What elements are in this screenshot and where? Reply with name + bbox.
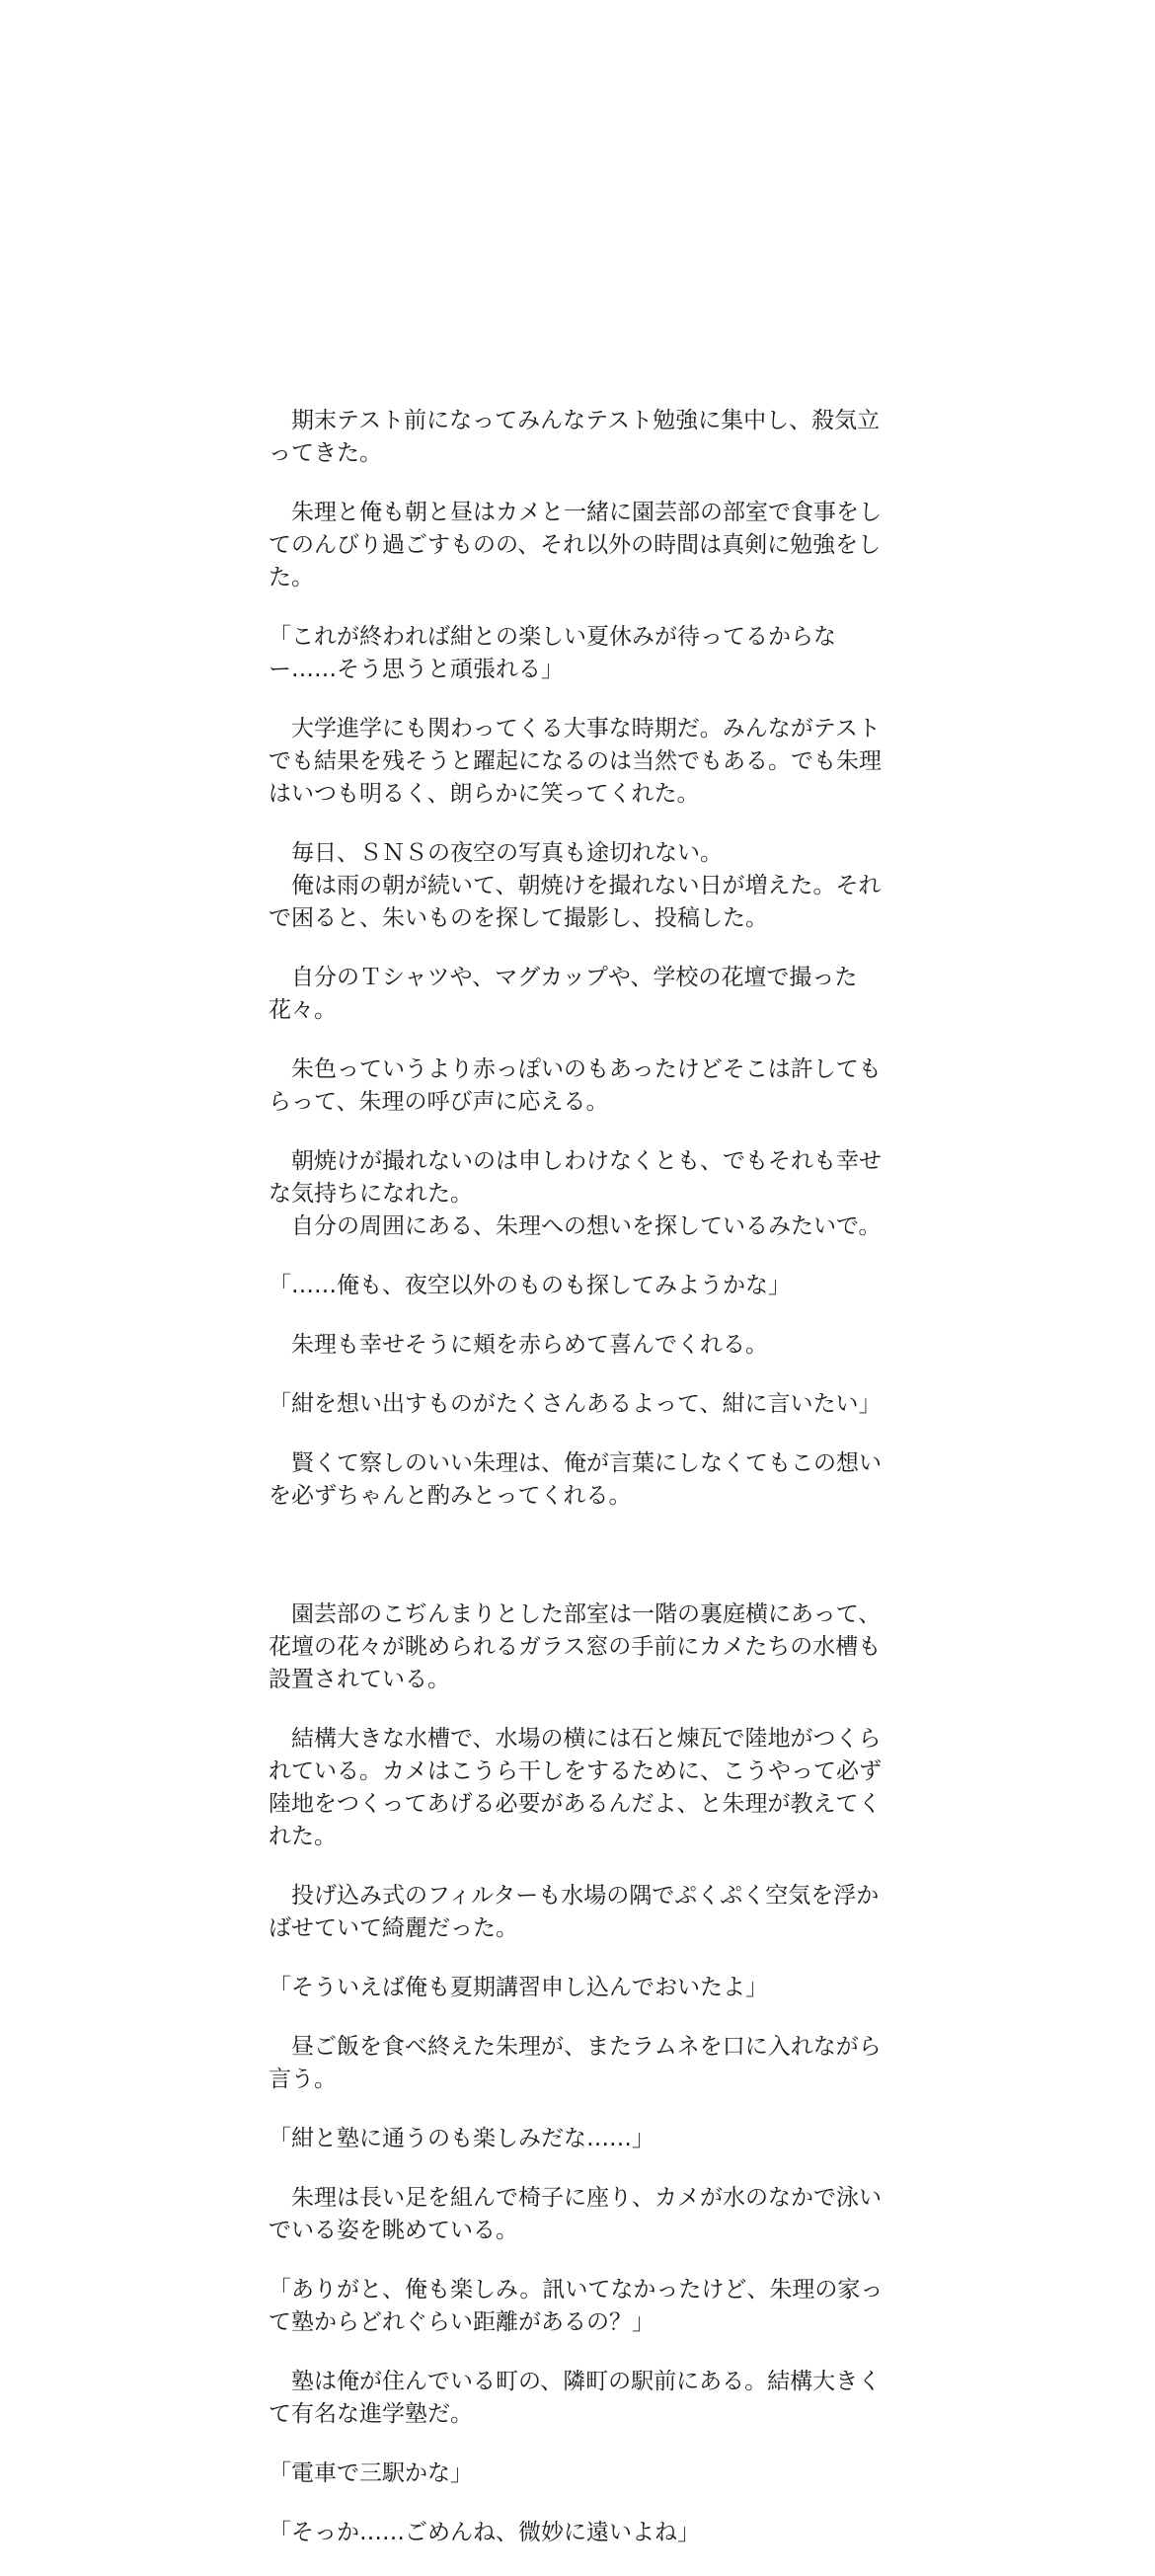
- paragraph: 期末テスト前になってみんなテスト勉強に集中し、殺気立ってきた。: [269, 408, 881, 466]
- dialogue-paragraph: 「ありがと、俺も楽しみ。訊いてなかったけど、朱理の家って塾からどれぐらい距離があるの？」: [269, 2277, 884, 2335]
- reader-text-column: [269, 405, 892, 2576]
- paragraph: 昼ご飯を食べ終えた朱理が、またラムネを口に入れながら言う。: [269, 2034, 882, 2092]
- paragraph: 毎日、ＳＮＳの夜空の写真も途切れない。 俺は雨の朝が続いて、朝焼けを撮れない日が増えた。それで困ると、朱いものを探して撮影し、投稿した。: [269, 840, 882, 931]
- dialogue-paragraph: 「紺を想い出すものがたくさんあるよって、紺に言いたい」: [269, 1391, 882, 1417]
- paragraph: 投げ込み式のフィルターも水場の隅でぷくぷく空気を浮かばせていて綺麗だった。: [269, 1883, 880, 1941]
- paragraph: 朝焼けが撮れないのは申しわけなくとも、でもそれも幸せな気持ちになれた。 自分の周囲にある、朱理への想いを探しているみたいで。: [269, 1148, 882, 1239]
- paragraph: 朱理も幸せそうに頬を赤らめて喜んでくれる。: [269, 1332, 768, 1358]
- paragraph: 朱色っていうより赤っぽいのもあったけどそこは許してもらって、朱理の呼び声に応える。: [269, 1056, 882, 1115]
- dialogue-paragraph: 「これが終われば紺との楽しい夏休みが待ってるからなー……そう思うと頑張れる」: [269, 624, 836, 682]
- paragraph: 大学進学にも関わってくる大事な時期だ。みんながテストでも結果を残そうと躍起になるのは当然でもある。でも朱理はいつも明るく、朗らかに笑ってくれた。: [269, 716, 882, 807]
- paragraph: 賢くて察しのいい朱理は、俺が言葉にしなくてもこの想いを必ずちゃんと酌みとってくれる。: [269, 1450, 882, 1509]
- dialogue-paragraph: 「……俺も、夜空以外のものも探してみようかな」: [269, 1273, 791, 1298]
- scene-break: [269, 1539, 892, 1599]
- paragraph: 結構大きな水槽で、水場の横には石と煉瓦で陸地がつくられている。カメはこうら干しをするために、こうやって必ず陸地をつくってあげる必要があるんだよ、と朱理が教えてくれた。: [269, 1726, 882, 1849]
- dialogue-paragraph: 「紺と塾に通うのも楽しみだな……」: [269, 2126, 654, 2151]
- dialogue-paragraph: 「そっか……ごめんね、微妙に遠いよね」: [269, 2520, 700, 2545]
- paragraph: 朱理は長い足を組んで椅子に座り、カメが水のなかで泳いでいる姿を眺めている。: [269, 2185, 882, 2243]
- dialogue-paragraph: 「電車で三駅かな」: [269, 2460, 473, 2486]
- paragraph: 朱理と俺も朝と昼はカメと一緒に園芸部の部室で食事をしてのんびり過ごすものの、それ以外の時間は真剣に勉強をした。: [269, 500, 882, 590]
- paragraph: 自分のＴシャツや、マグカップや、学校の花壇で撮った花々。: [269, 965, 858, 1023]
- paragraph: 園芸部のこぢんまりとした部室は一階の裏庭横にあって、花壇の花々が眺められるガラス窓の手前にカメたちの水槽も設置されている。: [269, 1601, 882, 1692]
- paragraph: 塾は俺が住んでいる町の、隣町の駅前にある。結構大きくて有名な進学塾だ。: [269, 2369, 882, 2427]
- dialogue-paragraph: 「そういえば俺も夏期講習申し込んでおいたよ」: [269, 1975, 768, 2000]
